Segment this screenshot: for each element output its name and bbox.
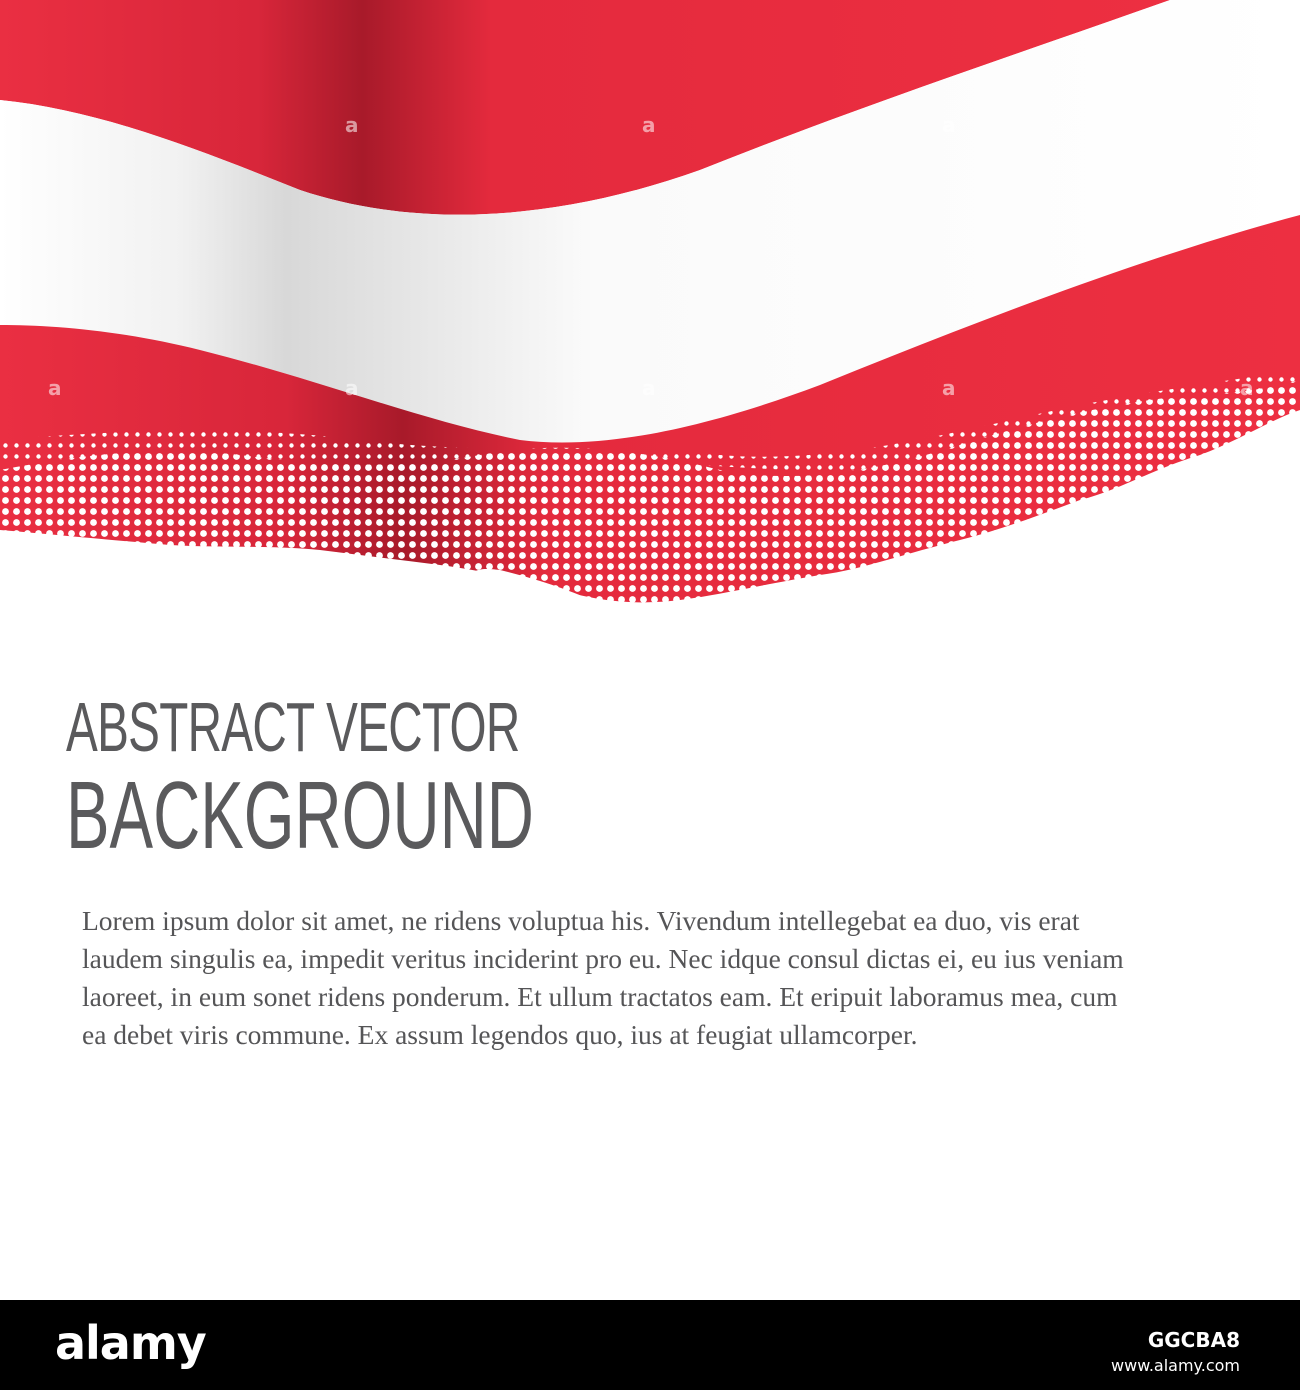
watermark-glyph: a bbox=[345, 376, 359, 400]
watermark-glyph: a bbox=[942, 113, 956, 137]
austrian-flag-wave-graphic bbox=[0, 0, 1300, 620]
title-line-abstract-vector: ABSTRACT VECTOR bbox=[66, 688, 520, 766]
watermark-glyph: a bbox=[48, 376, 62, 400]
lorem-ipsum-paragraph: Lorem ipsum dolor sit amet, ne ridens voluptua his. Vivendum intellegebat ea duo, vis erat laudem singulis ea, impedit veritus inciderint pro eu. Nec idque consul dictas ei, eu ius veniam laoreet, in eum sonet ridens ponderum. Et ullum tractatos eam. Et eripuit laboramus mea, cum ea debet viris commune. Ex assum legendos quo, ius at feugiat ullamcorper. bbox=[82, 905, 1124, 1050]
title-line-background: BACKGROUND bbox=[66, 762, 534, 869]
watermark-glyph: a bbox=[642, 376, 656, 400]
watermark-glyph: a bbox=[942, 376, 956, 400]
watermark-glyph: a bbox=[345, 113, 359, 137]
alamy-logo: alamy bbox=[55, 1316, 206, 1370]
stock-photo-footer bbox=[0, 1300, 1300, 1390]
watermark-glyph: a bbox=[1240, 376, 1254, 400]
image-id-label: GGCBA8 bbox=[1147, 1328, 1240, 1352]
watermark-glyph: a bbox=[642, 113, 656, 137]
footer-url-link[interactable]: www.alamy.com bbox=[1111, 1356, 1240, 1375]
page-title bbox=[66, 688, 754, 869]
